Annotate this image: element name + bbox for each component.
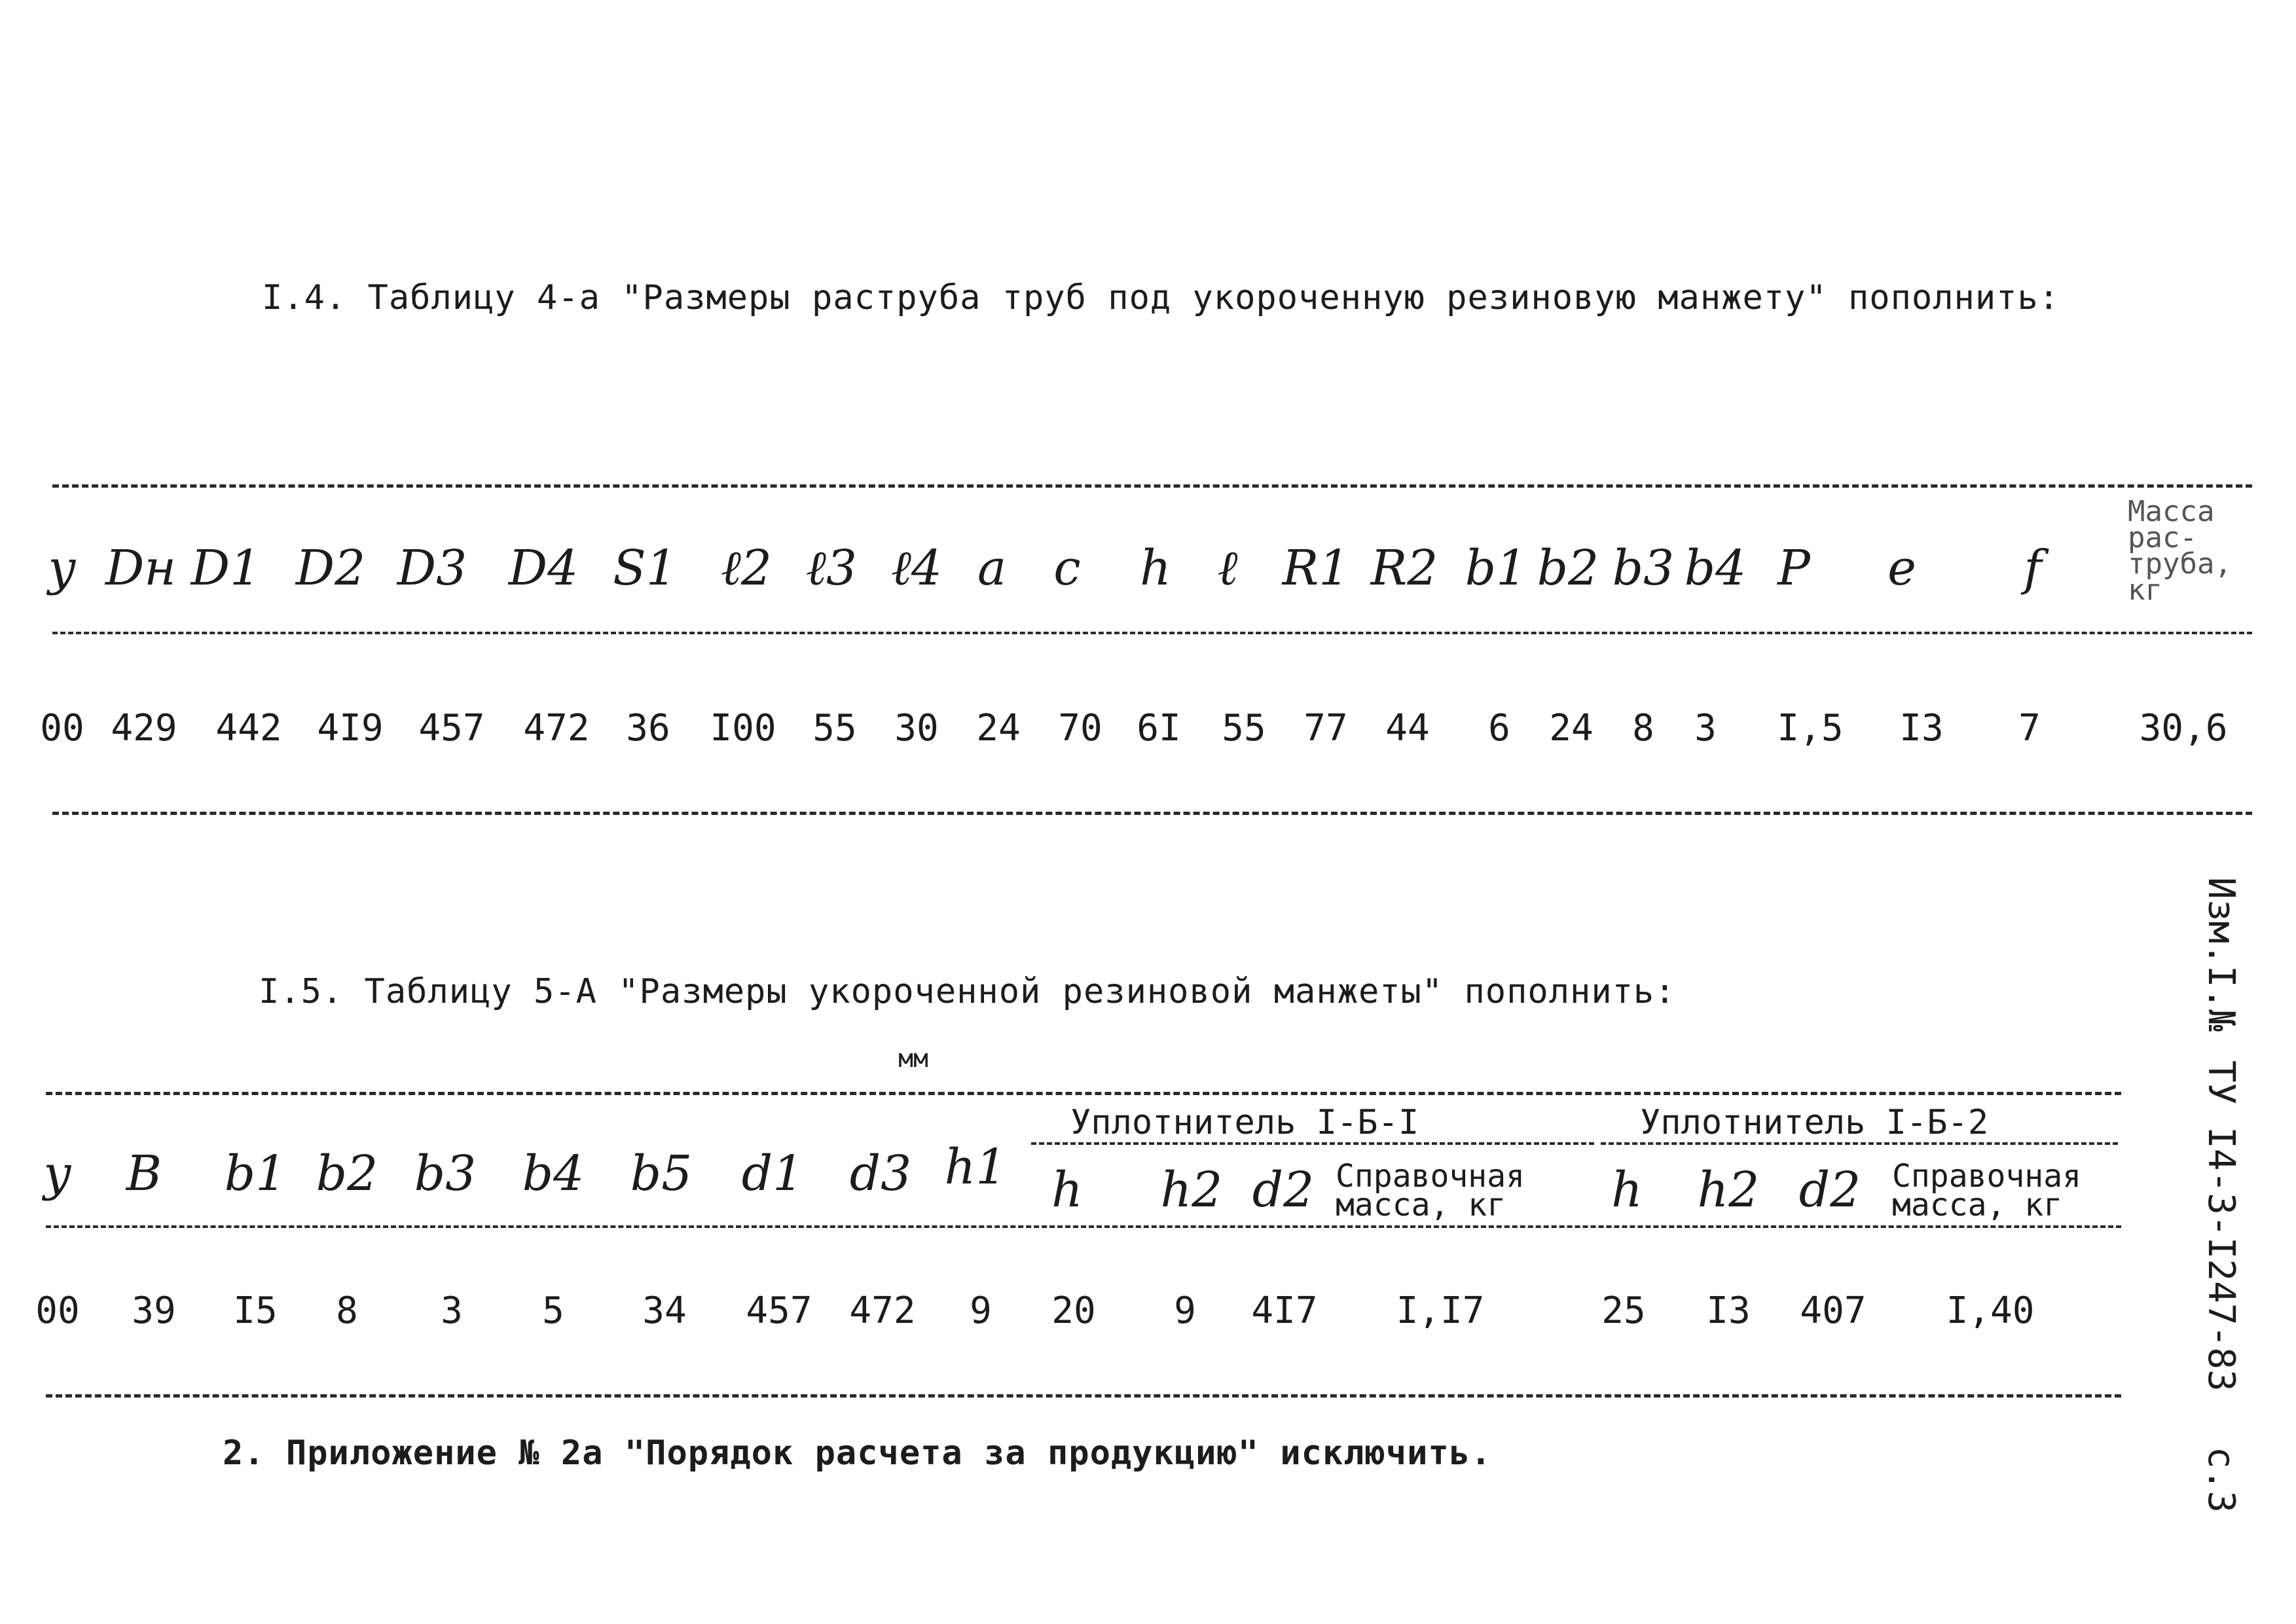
col-header-r2: R2 (1370, 540, 1438, 596)
table-cell: 457 (746, 1290, 812, 1332)
table-cell: I,5 (1777, 707, 1844, 749)
col-header-d2: D2 (295, 540, 366, 596)
col-header-s1: S1 (613, 540, 677, 596)
group-title-seal-2: Уплотнитель I-Б-2 (1640, 1103, 1989, 1142)
col-header-c: c (1053, 540, 1081, 596)
col-header-b5: b5 (630, 1146, 693, 1202)
col-header-b2: b2 (1537, 540, 1599, 596)
table-cell: 8 (336, 1290, 358, 1332)
table-cell: 8 (1632, 707, 1654, 749)
revision-stamp: Изм.I.№ (2200, 877, 2242, 1032)
table-cell: 472 (523, 707, 590, 749)
table-cell: 3 (441, 1290, 463, 1332)
col-header-h: h (1051, 1162, 1083, 1218)
table-cell: 9 (970, 1290, 992, 1332)
table-cell: 4I9 (317, 707, 384, 749)
col-header-d4: D4 (508, 540, 579, 596)
table-cell: 407 (1800, 1290, 1867, 1332)
table-cell: 25 (1601, 1290, 1646, 1332)
col-header-h1: h1 (944, 1139, 1007, 1195)
col-header-dy: у (48, 540, 77, 596)
unit-label: мм (898, 1044, 928, 1073)
col-header-f: f (2024, 540, 2042, 596)
col-header-b2: b2 (316, 1146, 378, 1202)
table-cell: 3 (1694, 707, 1717, 749)
table-4a-bottom-rule (52, 812, 2252, 815)
col-header-d1: D1 (191, 540, 261, 596)
table-cell: 7 (2018, 707, 2041, 749)
col-header-dn: Dн (105, 540, 177, 596)
col-header-dy: у (43, 1146, 72, 1202)
col-header-e: e (1887, 540, 1916, 596)
col-header-a: a (977, 540, 1007, 596)
col-header-l4: ℓ4 (891, 540, 942, 596)
col-header-ref-mass-1: Справочная масса, кг (1336, 1158, 1525, 1223)
col-header-d2: d2 (1798, 1162, 1861, 1218)
col-header-h2: h2 (1697, 1162, 1760, 1218)
table-cell: 24 (976, 707, 1021, 749)
document-code: ТУ I4-3-I247-83 (2200, 1060, 2242, 1392)
table-cell: 9 (1174, 1290, 1196, 1332)
table-cell: 5 (542, 1290, 564, 1332)
table-cell: 44 (1385, 707, 1430, 749)
col-header-d3: D3 (397, 540, 467, 596)
table-cell: 55 (1222, 707, 1266, 749)
col-header-ref-mass-2: Справочная масса, кг (1892, 1158, 2081, 1223)
table-cell: 6I (1137, 707, 1181, 749)
table-cell: 70 (1058, 707, 1102, 749)
col-header-d3: d3 (849, 1146, 912, 1202)
col-header-d1: d1 (741, 1146, 804, 1202)
col-header-b: B (126, 1146, 162, 1202)
table-cell: 00 (40, 707, 84, 749)
col-header-b4: b4 (1684, 540, 1747, 596)
table-5a-header-rule (46, 1225, 2121, 1228)
section-1-5-heading: I.5. Таблицу 5-А "Размеры укороченной резиновой манжеты" пополнить: (259, 972, 1676, 1011)
table-cell: 24 (1549, 707, 1594, 749)
col-header-h: h (1140, 540, 1171, 596)
col-header-mass: Масса рас- труба, кг (2128, 495, 2232, 607)
col-header-p: P (1777, 540, 1810, 596)
table-cell: 20 (1051, 1290, 1096, 1332)
table-cell-mass: 30,6 (2139, 707, 2228, 749)
table-cell: I00 (710, 707, 776, 749)
col-header-h: h (1611, 1162, 1643, 1218)
table-4a-top-rule (52, 484, 2252, 488)
table-cell: I5 (233, 1290, 278, 1332)
table-cell: 4I7 (1251, 1290, 1318, 1332)
table-cell: I,I7 (1396, 1290, 1485, 1332)
table-cell: I,40 (1946, 1290, 2035, 1332)
table-cell: 36 (626, 707, 670, 749)
col-header-d2: d2 (1252, 1162, 1315, 1218)
col-header-l3: ℓ3 (806, 540, 857, 596)
table-cell: 30 (894, 707, 939, 749)
col-header-b3: b3 (1612, 540, 1675, 596)
table-cell: 429 (111, 707, 177, 749)
section-1-4-heading: I.4. Таблицу 4-а "Размеры раструба труб под укороченную резиновую манжету" пополнить: (262, 278, 2060, 317)
table-cell: 457 (418, 707, 485, 749)
table-cell: 39 (132, 1290, 176, 1332)
table-cell: I3 (1899, 707, 1944, 749)
col-header-b1: b1 (224, 1146, 287, 1202)
table-cell: 77 (1303, 707, 1348, 749)
col-header-l2: ℓ2 (721, 540, 772, 596)
table-cell: I3 (1706, 1290, 1751, 1332)
page-number: с.3 (2200, 1447, 2242, 1513)
table-5a-top-rule (46, 1092, 2121, 1095)
group-2-rule (1601, 1142, 2118, 1145)
table-cell: 6 (1488, 707, 1510, 749)
col-header-b1: b1 (1465, 540, 1527, 596)
col-header-l: ℓ (1217, 540, 1238, 596)
table-cell: 442 (215, 707, 282, 749)
table-cell: 472 (849, 1290, 916, 1332)
group-title-seal-1: Уплотнитель I-Б-I (1070, 1103, 1419, 1142)
table-cell: 00 (35, 1290, 80, 1332)
table-cell: 34 (642, 1290, 687, 1332)
col-header-b3: b3 (414, 1146, 477, 1202)
table-4a-header-rule (52, 632, 2252, 634)
table-5a-bottom-rule (46, 1394, 2121, 1398)
section-2-text: 2. Приложение № 2а "Порядок расчета за продукцию" исключить. (223, 1434, 1492, 1473)
col-header-h2: h2 (1160, 1162, 1223, 1218)
col-header-b4: b4 (522, 1146, 585, 1202)
group-1-rule (1031, 1142, 1594, 1145)
col-header-r1: R1 (1282, 540, 1350, 596)
table-cell: 55 (812, 707, 857, 749)
